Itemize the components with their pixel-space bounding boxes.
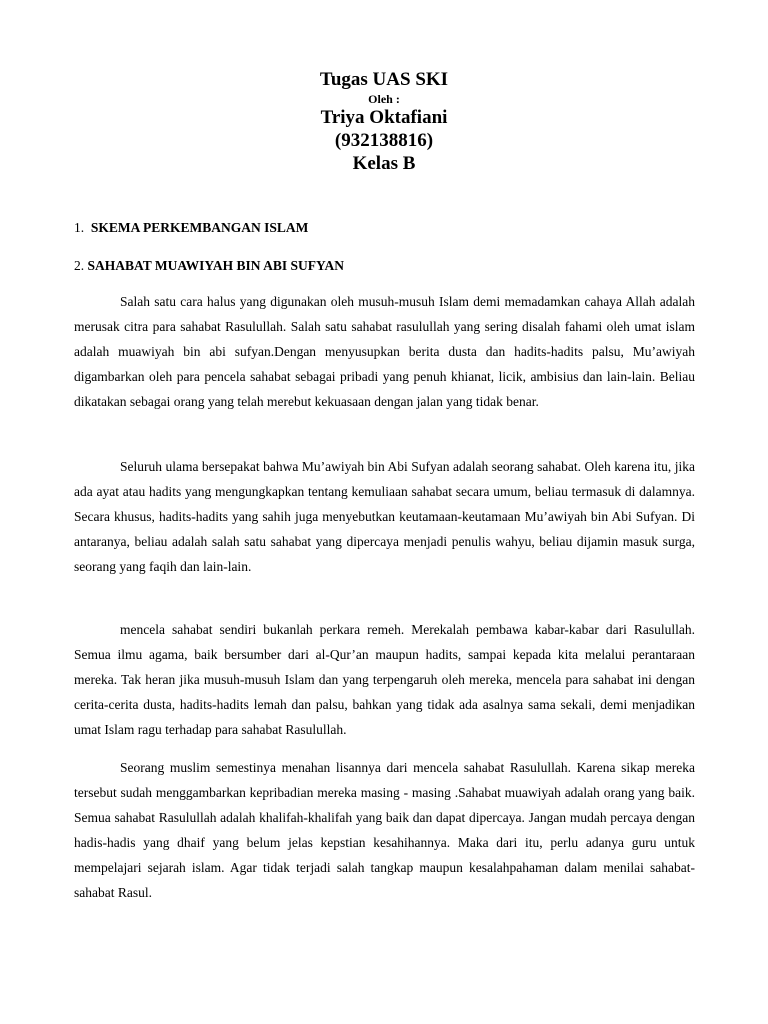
class-label: Kelas B xyxy=(352,153,416,174)
paragraph-3-block xyxy=(74,617,695,742)
section-heading-1 xyxy=(74,219,695,237)
author-name: Triya Oktafiani xyxy=(320,107,448,128)
section-number: 1. xyxy=(74,220,85,235)
body-paragraph: Seluruh ulama bersepakat bahwa Mu’awiyah bin Abi Sufyan adalah seorang sahabat. Oleh karena itu, jika ada ayat atau hadits yang mengungkapkan tentang kemuliaan sahabat secara umum, beliau termasuk di dalamnya. Secara khusus, hadits-hadits yang sahih juga menyebutkan keutamaan-keutamaan Mu’awiyah bin Abi Sufyan. Di antaranya, beliau adalah salah satu sahabat yang dipercaya menjadi penulis wahyu, beliau dijamin masuk surga, seorang yang faqih dan lain-lain. xyxy=(74,459,695,574)
title-block xyxy=(0,68,768,175)
body-paragraph: Seorang muslim semestinya menahan lisannya dari mencela sahabat Rasulullah. Karena sikap mereka tersebut sudah menggambarkan kepribadian mereka masing - masing .Sahabat muawiyah adalah orang yang baik. Semua sahabat Rasulullah adalah khalifah-khalifah yang baik dan dapat dipercaya. Jangan mudah percaya dengan hadis-hadis yang dhaif yang belum jelas kepstian kesahihannya. Maka dari itu, perlu adanya guru untuk mempelajari sejarah islam. Agar tidak terjadi salah tangkap maupun kesalahpahaman dalam menilai sahabat-sahabat Rasul. xyxy=(74,760,695,900)
body-paragraph: Salah satu cara halus yang digunakan oleh musuh-musuh Islam demi memadamkan cahaya Allah adalah merusak citra para sahabat Rasulullah. Salah satu sahabat rasulullah yang sering disalah fahami oleh umat islam adalah muawiyah bin abi sufyan.Dengan menyusupkan berita dusta dan hadits-hadits palsu, Mu’awiyah digambarkan oleh para pencela sahabat sebagai pribadi yang penuh khianat, licik, ambisius dan lain-lain. Beliau dikatakan sebagai orang yang telah merebut kekuasaan dengan jalan yang tidak benar. xyxy=(74,294,695,409)
student-id: (932138816) xyxy=(334,130,434,151)
paragraph-1-block xyxy=(74,289,695,414)
document-title: Tugas UAS SKI xyxy=(319,69,449,90)
body-paragraph: mencela sahabat sendiri bukanlah perkara remeh. Merekalah pembawa kabar-kabar dari Rasulullah. Semua ilmu agama, baik bersumber dari al-Qur’an maupun hadits, sampai kepada kita melalui perantaraan mereka. Tak heran jika musuh-musuh Islam dan yang terpengaruh oleh mereka, mencela para sahabat ini dengan cerita-cerita dusta, hadits-hadits lemah dan palsu, bahkan yang tidak ada asalnya sama sekali, demi menjadikan umat Islam ragu terhadap para sahabat Rasulullah. xyxy=(74,622,695,737)
author-label: Oleh : xyxy=(368,92,400,106)
section-title: SKEMA PERKEMBANGAN ISLAM xyxy=(90,220,309,235)
section-number: 2. xyxy=(74,258,85,273)
section-title: SAHABAT MUAWIYAH BIN ABI SUFYAN xyxy=(87,258,345,273)
paragraph-2-block xyxy=(74,454,695,579)
section-heading-2 xyxy=(74,257,695,275)
section-heading-2-block xyxy=(74,257,695,275)
paragraph-4-block xyxy=(74,755,695,905)
section-heading-1-block xyxy=(74,219,695,237)
